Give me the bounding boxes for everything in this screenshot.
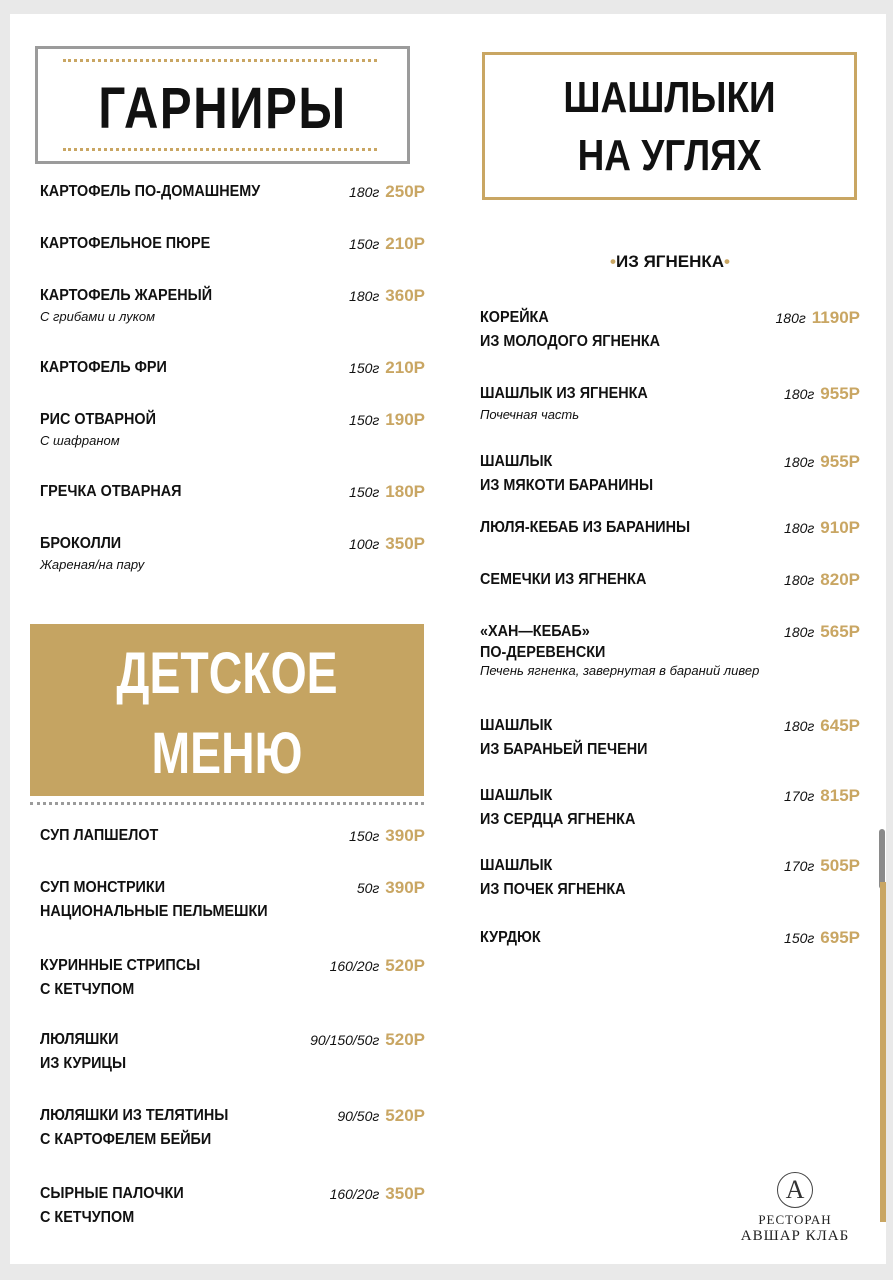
item-price: 390Р [385,878,425,897]
item-name-line2: ИЗ ПОЧЕК ЯГНЕНКА [480,881,626,898]
item-name: КАРТОФЕЛЬНОЕ ПЮРЕ [40,235,211,252]
menu-item [480,568,860,592]
item-name: КАРТОФЕЛЬ ЖАРЕНЫЙ [40,287,213,304]
item-price: 210Р [385,358,425,377]
item-name-line2: С КЕТЧУПОМ [40,1209,135,1226]
item-price: 520Р [385,956,425,975]
item-name-line2: ПО-ДЕРЕВЕНСКИ [480,644,606,661]
logo-mark: A [777,1172,813,1208]
menu-item [40,480,425,504]
item-name: СЫРНЫЕ ПАЛОЧКИ [40,1185,184,1202]
menu-item [40,408,425,450]
item-price: 180Р [385,482,425,501]
item-weight: 180г [784,520,815,536]
item-weight: 170г [784,858,815,874]
menu-item [480,854,860,902]
item-weight: 150г [349,360,380,376]
menu-item [480,306,860,354]
item-weight: 150г [349,412,380,428]
item-weight: 90/150/50г [310,1032,380,1048]
item-weight: 180г [784,624,815,640]
item-name-line2: ИЗ МЯКОТИ БАРАНИНЫ [480,477,654,494]
item-name-line2: ИЗ БАРАНЬЕЙ ПЕЧЕНИ [480,741,648,758]
item-weight: 160/20г [329,1186,380,1202]
item-name: «ХАН—КЕБАБ» [480,623,590,640]
item-weight: 180г [784,386,815,402]
item-weight: 180г [349,288,380,304]
item-weight: 160/20г [329,958,380,974]
menu-item [40,356,425,380]
menu-item [480,382,860,424]
menu-item [480,620,860,680]
menu-item [40,876,425,924]
item-price: 190Р [385,410,425,429]
item-name: ШАШЛЫК [480,453,553,470]
menu-item [480,450,860,498]
item-name-line2: ИЗ КУРИЦЫ [40,1055,127,1072]
item-description: С шафраном [40,433,120,448]
item-weight: 180г [784,454,815,470]
section-subtitle: •ИЗ ЯГНЕНКА• [610,252,730,271]
item-price: 350Р [385,534,425,553]
detskoe-title-line2: МЕНЮ [151,721,303,786]
item-price: 350Р [385,1184,425,1203]
item-name: КАРТОФЕЛЬ ФРИ [40,359,167,376]
item-weight: 180г [349,184,380,200]
menu-item [480,714,860,762]
item-name: ГРЕЧКА ОТВАРНАЯ [40,483,182,500]
item-name: СУП МОНСТРИКИ [40,879,166,896]
menu-item [480,784,860,832]
item-weight: 180г [775,310,806,326]
menu-item [40,232,425,256]
item-price: 250Р [385,182,425,201]
item-price: 565Р [820,622,860,641]
item-name: СЕМЕЧКИ ИЗ ЯГНЕНКА [480,571,647,588]
menu-item [40,954,425,1002]
item-name-line2: ИЗ МОЛОДОГО ЯГНЕНКА [480,333,661,350]
item-price: 360Р [385,286,425,305]
decorative-gold-bar [880,882,886,1222]
item-price: 815Р [820,786,860,805]
shashlyki-header [482,52,857,200]
item-description: Почечная часть [480,407,580,422]
item-weight: 150г [349,484,380,500]
item-name-line2: С КАРТОФЕЛЕМ БЕЙБИ [40,1131,212,1148]
item-weight: 90/50г [337,1108,380,1124]
detskoe-header [30,624,424,796]
dotted-divider [30,802,424,805]
item-price: 695Р [820,928,860,947]
item-price: 520Р [385,1030,425,1049]
item-description: С грибами и луком [40,309,155,324]
scrollbar-thumb[interactable] [879,829,885,889]
item-name: ШАШЛЫК [480,787,553,804]
menu-item [40,284,425,326]
item-description: Печень ягненка, завернутая в бараний ливер [480,663,760,678]
item-price: 910Р [820,518,860,537]
item-price: 210Р [385,234,425,253]
item-name: ШАШЛЫК ИЗ ЯГНЕНКА [480,385,648,402]
menu-item [40,180,425,204]
item-name: КОРЕЙКА [480,309,549,326]
item-name-line2: ИЗ СЕРДЦА ЯГНЕНКА [480,811,636,828]
menu-item [480,926,860,950]
item-price: 505Р [820,856,860,875]
item-weight: 150г [349,236,380,252]
item-weight: 170г [784,788,815,804]
menu-item [40,1028,425,1076]
item-name: ШАШЛЫК [480,717,553,734]
restaurant-logo [730,1172,860,1245]
item-weight: 180г [784,718,815,734]
item-name: БРОКОЛЛИ [40,535,122,552]
item-weight: 50г [356,880,380,896]
item-weight: 100г [349,536,380,552]
dotted-divider [63,59,377,62]
logo-line1: РЕСТОРАН [758,1212,832,1227]
item-name: РИС ОТВАРНОЙ [40,411,156,428]
menu-item [480,516,860,540]
item-price: 1190Р [811,308,860,327]
detskoe-title-line1: ДЕТСКОЕ [116,641,338,706]
item-name: ЛЮЛЯШКИ [40,1031,119,1048]
dotted-divider [63,148,377,151]
item-price: 955Р [820,452,860,471]
menu-item [40,824,425,848]
item-name: КУРИННЫЕ СТРИПСЫ [40,957,201,974]
item-name: КАРТОФЕЛЬ ПО-ДОМАШНЕМУ [40,183,261,200]
menu-page [10,14,886,1264]
item-weight: 150г [349,828,380,844]
item-name: ЛЮЛЯ-КЕБАБ ИЗ БАРАНИНЫ [480,519,691,536]
shashlyki-title-line2: НА УГЛЯХ [577,131,762,180]
item-price: 390Р [385,826,425,845]
menu-item [40,532,425,574]
item-name: СУП ЛАПШЕЛОТ [40,827,159,844]
garniry-header [35,46,410,164]
menu-item [40,1104,425,1152]
item-weight: 180г [784,572,815,588]
menu-item [40,1182,425,1230]
subtitle-text: ИЗ ЯГНЕНКА [616,252,724,271]
item-description: Жареная/на пару [40,557,145,572]
item-name-line2: С КЕТЧУПОМ [40,981,135,998]
item-price: 820Р [820,570,860,589]
item-price: 955Р [820,384,860,403]
item-weight: 150г [784,930,815,946]
item-name: ШАШЛЫК [480,857,553,874]
item-price: 645Р [820,716,860,735]
item-name: ЛЮЛЯШКИ ИЗ ТЕЛЯТИНЫ [40,1107,229,1124]
item-name-line2: НАЦИОНАЛЬНЫЕ ПЕЛЬМЕШКИ [40,903,268,920]
item-name: КУРДЮК [480,929,541,946]
item-price: 520Р [385,1106,425,1125]
garniry-title: ГАРНИРЫ [98,76,347,141]
shashlyki-title-line1: ШАШЛЫКИ [563,73,776,122]
logo-line2: АВШАР КЛАБ [740,1228,850,1244]
